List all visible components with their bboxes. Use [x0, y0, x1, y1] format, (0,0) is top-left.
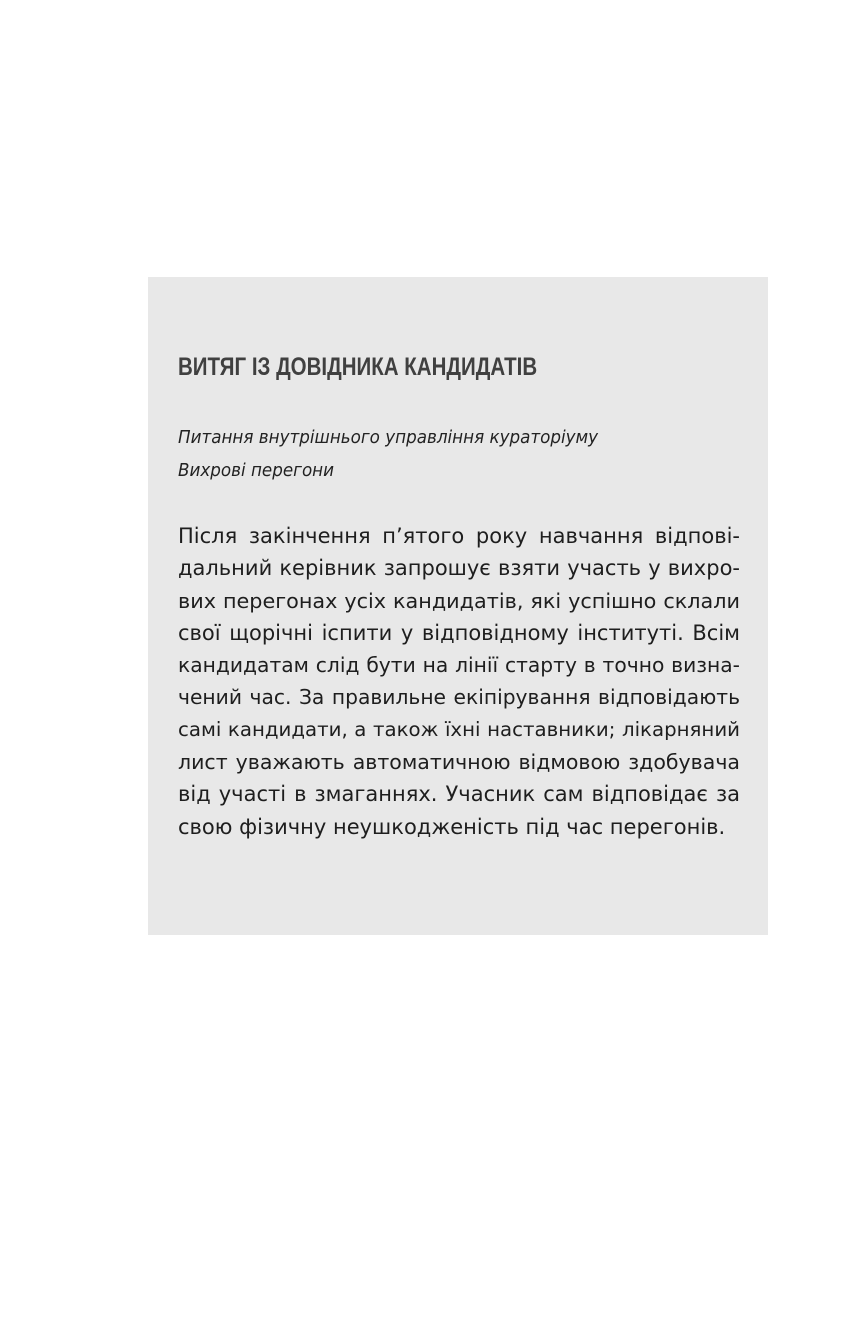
body-line: лист уважають автоматичною відмовою здобувача	[178, 750, 740, 775]
body-line: Після закінчення п’ятого року навчання відпові-	[178, 524, 740, 548]
excerpt-subtitle-line-1: Питання внутрішнього управління кураторіуму	[178, 427, 599, 448]
body-line: свої щорічні іспити у відповідному інституті. Всім	[178, 620, 740, 645]
excerpt-body	[178, 520, 740, 843]
body-line: вих перегонах усіх кандидатів, які успішно склали	[178, 588, 740, 613]
body-line: самі кандидати, а також їхні наставники; лікарняний	[178, 717, 740, 741]
body-line: чений час. За правильне екіпірування відповідають	[178, 685, 740, 710]
body-line-last: свою фізичну неушкодженість під час перегонів.	[178, 814, 726, 839]
excerpt-heading: ВИТЯГ ІЗ ДОВІДНИКА КАНДИДАТІВ	[178, 353, 538, 381]
excerpt-subtitle-line-2: Вихрові перегони	[178, 460, 335, 481]
excerpt-box	[148, 277, 768, 935]
body-line: кандидатам слід бути на лінії старту в точно визна-	[178, 653, 740, 678]
body-line: дальний керівник запрошує взяти участь у вихро-	[178, 556, 740, 581]
body-line: від участі в змаганнях. Учасник сам відповідає за	[178, 782, 740, 807]
